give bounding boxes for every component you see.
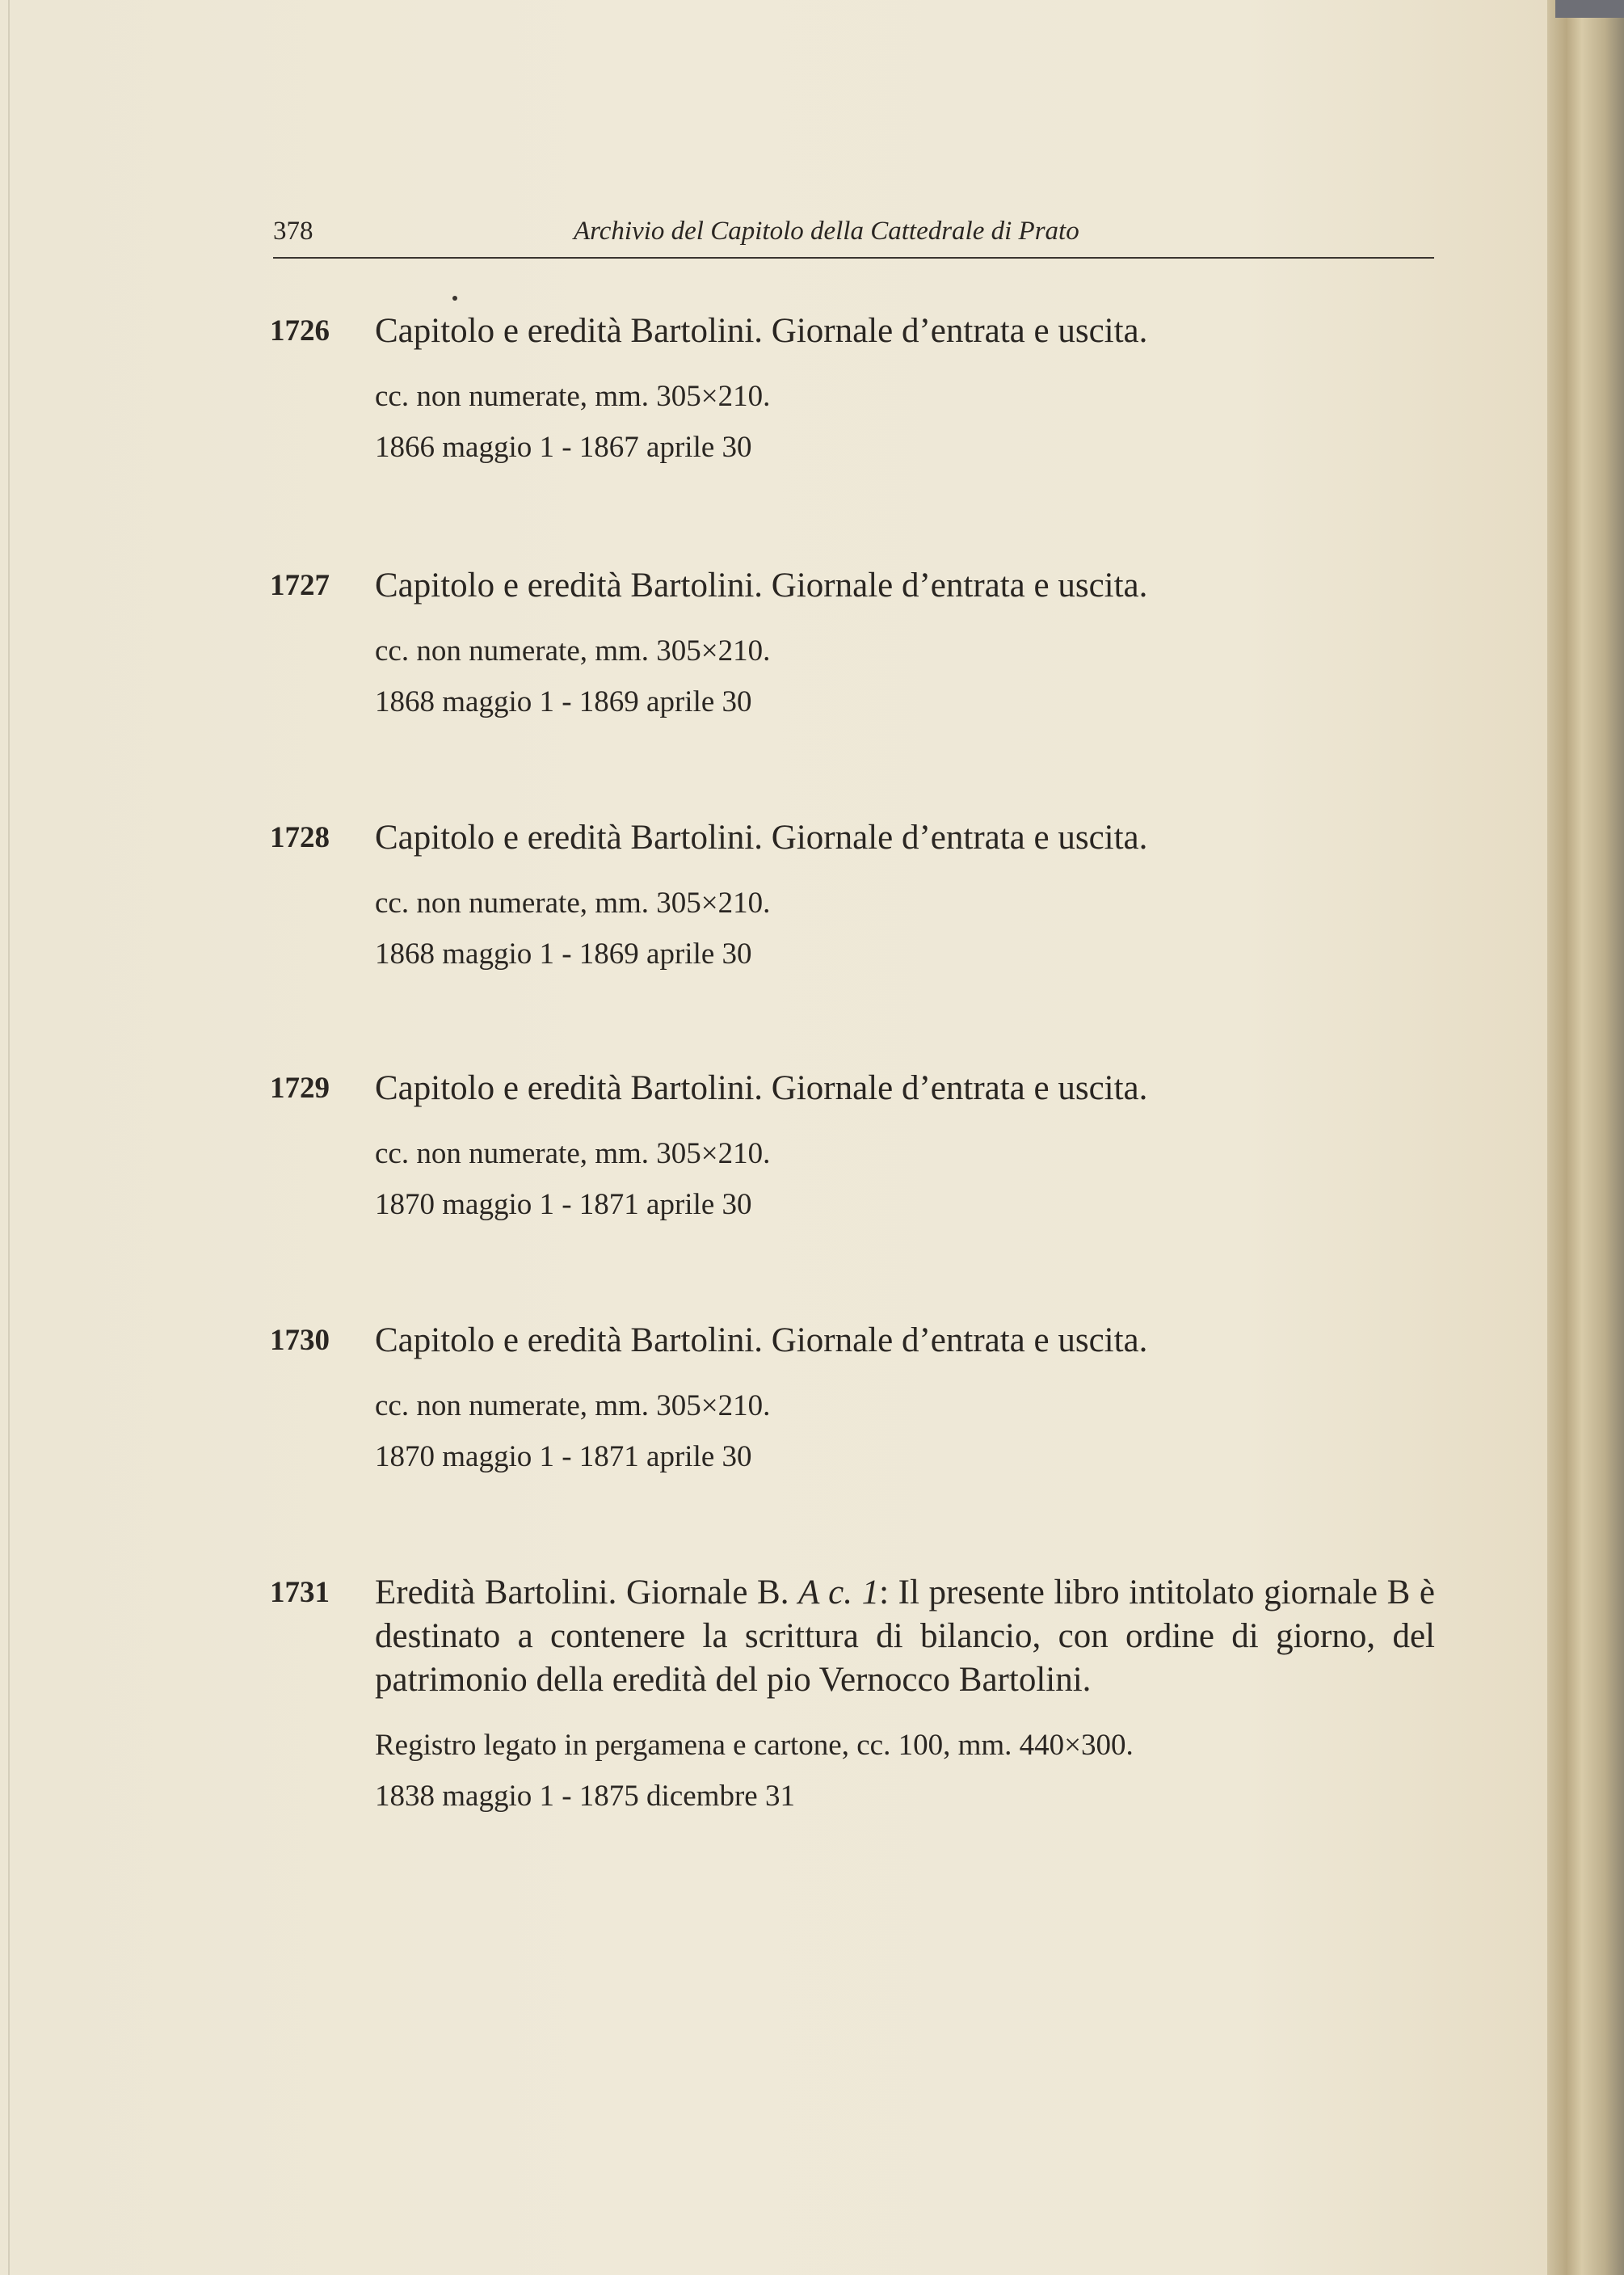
- entry-title: Capitolo e eredità Bartolini. Giornale d’entrata e uscita.: [375, 1321, 1148, 1359]
- entry-dates: 1868 maggio 1 - 1869 aprile 30: [375, 685, 752, 718]
- entry-number: 1729: [270, 1072, 330, 1105]
- page-header: [273, 212, 1434, 255]
- entry-title: Capitolo e eredità Bartolini. Giornale d’entrata e uscita.: [375, 1069, 1148, 1107]
- entry-title: Capitolo e eredità Bartolini. Giornale d’entrata e uscita.: [375, 312, 1148, 350]
- entry-title-prefix: Eredità Bartolini. Giornale B.: [375, 1574, 799, 1611]
- print-dot: [452, 296, 457, 301]
- entry-description: cc. non numerate, mm. 305×210.: [375, 380, 771, 413]
- entry-description: cc. non numerate, mm. 305×210.: [375, 1389, 771, 1422]
- entry-number: 1728: [270, 821, 330, 854]
- entry-number: 1731: [270, 1576, 330, 1609]
- entry-dates: 1868 maggio 1 - 1869 aprile 30: [375, 937, 752, 971]
- page-number: 378: [273, 217, 313, 246]
- entry-body: [375, 1571, 1435, 1816]
- entry-title: Capitolo e eredità Bartolini. Giornale d’entrata e uscita.: [375, 819, 1148, 857]
- entry-title-suffix: : Il presente libro intitolato giornale B è destinato a contenere la scrittura di bilancio, con ordine di giorno, del patrimonio della eredità del pio Vernocco Bartolini.: [375, 1574, 1435, 1699]
- entry-body: [375, 816, 1435, 974]
- entry-body: [375, 564, 1435, 722]
- entry-description: cc. non numerate, mm. 305×210.: [375, 1137, 771, 1170]
- scan-corner: [1555, 0, 1624, 18]
- entry-dates: 1870 maggio 1 - 1871 aprile 30: [375, 1188, 752, 1221]
- entry-description: cc. non numerate, mm. 305×210.: [375, 634, 771, 668]
- entry-title-italic: A c. 1: [798, 1574, 880, 1611]
- book-gutter: [1547, 0, 1624, 2275]
- entry-number: 1730: [270, 1324, 330, 1357]
- entry-dates: 1870 maggio 1 - 1871 aprile 30: [375, 1440, 752, 1473]
- entry-dates: 1866 maggio 1 - 1867 aprile 30: [375, 431, 752, 464]
- entry-description: cc. non numerate, mm. 305×210.: [375, 887, 771, 920]
- entry-description: Registro legato in pergamena e cartone, cc. 100, mm. 440×300.: [375, 1729, 1134, 1762]
- entry-number: 1727: [270, 569, 330, 602]
- page-edge-line: [8, 0, 10, 2275]
- entry-body: [375, 1319, 1435, 1477]
- running-title: Archivio del Capitolo della Cattedrale di Prato: [574, 217, 1079, 246]
- entry-dates: 1838 maggio 1 - 1875 dicembre 31: [375, 1780, 795, 1813]
- entry-number: 1726: [270, 314, 330, 348]
- entry-title: Capitolo e eredità Bartolini. Giornale d’entrata e uscita.: [375, 567, 1148, 605]
- entry-title: [375, 1571, 1435, 1702]
- header-rule: [273, 257, 1434, 259]
- entry-body: [375, 1067, 1435, 1224]
- entry-body: [375, 310, 1435, 467]
